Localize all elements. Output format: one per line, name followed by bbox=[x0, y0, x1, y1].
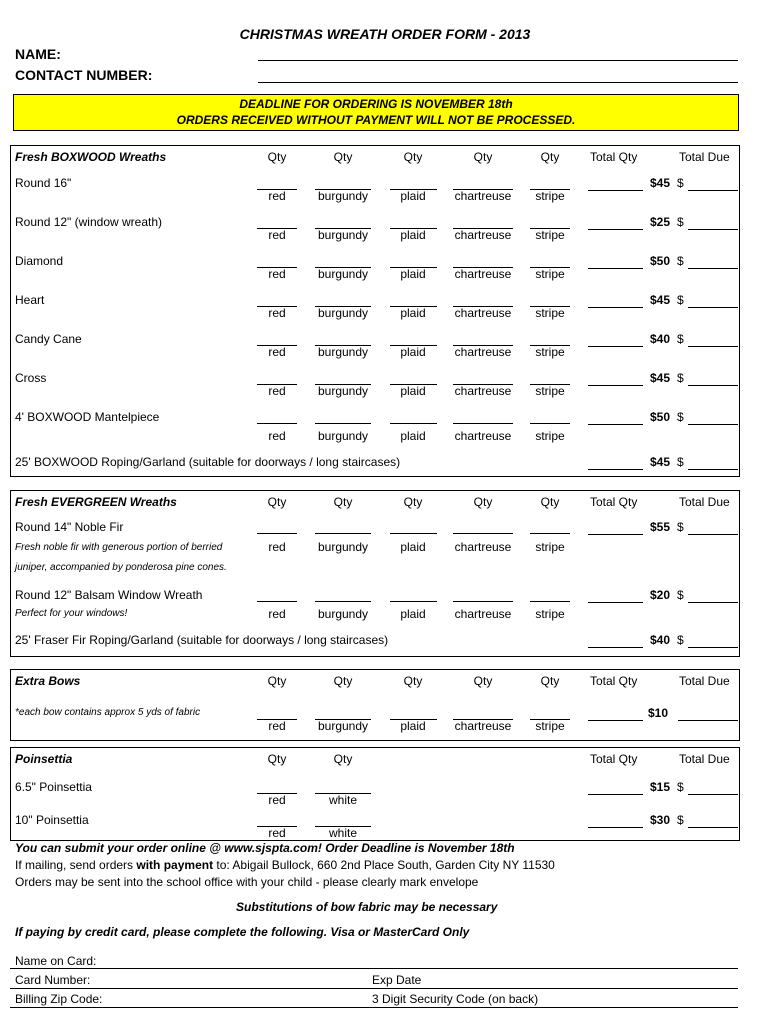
color-label-chartreuse: chartreuse bbox=[454, 607, 512, 621]
mail-prefix: If mailing, send orders bbox=[15, 858, 137, 872]
evergreen-section bbox=[10, 490, 740, 657]
color-label-plaid: plaid bbox=[400, 607, 426, 621]
color-label-plaid: plaid bbox=[400, 540, 426, 554]
total-qty-input[interactable] bbox=[588, 424, 643, 425]
boxwood-heading: Fresh BOXWOOD Wreaths bbox=[15, 150, 167, 164]
dollar-sign: $ bbox=[677, 813, 684, 827]
item-name: 4' BOXWOOD Mantelpiece bbox=[15, 410, 160, 424]
qty-input[interactable] bbox=[390, 533, 437, 534]
color-label-chartreuse: chartreuse bbox=[454, 267, 512, 281]
total-qty-input[interactable] bbox=[588, 827, 643, 828]
qty-header: Qty bbox=[267, 752, 287, 766]
color-label-red: red bbox=[268, 189, 286, 203]
price-label: $40 bbox=[649, 633, 670, 647]
color-label-burgundy: burgundy bbox=[317, 267, 369, 281]
online-note: You can submit your order online @ www.sjspta.com! Order Deadline is November 18th bbox=[15, 841, 515, 855]
color-label-chartreuse: chartreuse bbox=[454, 345, 512, 359]
qty-input[interactable] bbox=[453, 423, 513, 424]
item-name: Round 16" bbox=[15, 176, 72, 190]
item-name: 10" Poinsettia bbox=[15, 813, 89, 827]
qty-header: Qty bbox=[473, 150, 493, 164]
deadline-banner bbox=[13, 94, 739, 131]
credit-note: If paying by credit card, please complete the following. Visa or MasterCard Only bbox=[15, 925, 470, 939]
total-due-header: Total Due bbox=[679, 674, 730, 688]
substitution-note: Substitutions of bow fabric may be necessary bbox=[236, 900, 498, 914]
qty-input[interactable] bbox=[530, 601, 570, 602]
total-qty-input[interactable] bbox=[588, 647, 643, 648]
total-due-input[interactable] bbox=[688, 534, 738, 535]
price-label: $45 bbox=[649, 455, 670, 469]
item-name: Diamond bbox=[15, 254, 64, 268]
color-label-stripe: stripe bbox=[535, 306, 565, 320]
deadline-line-1: DEADLINE FOR ORDERING IS NOVEMBER 18th bbox=[239, 97, 513, 111]
price-label: $50 bbox=[649, 254, 670, 268]
evergreen-heading: Fresh EVERGREEN Wreaths bbox=[15, 495, 177, 509]
dollar-sign: $ bbox=[677, 455, 684, 469]
qty-header: Qty bbox=[540, 674, 560, 688]
color-label-red: red bbox=[268, 607, 286, 621]
dollar-sign: $ bbox=[677, 410, 684, 424]
qty-header: Qty bbox=[267, 150, 287, 164]
contact-field[interactable] bbox=[258, 82, 738, 83]
total-due-header: Total Due bbox=[679, 495, 730, 509]
color-label-white: white bbox=[328, 826, 357, 840]
qty-header: Qty bbox=[267, 495, 287, 509]
color-label-chartreuse: chartreuse bbox=[454, 384, 512, 398]
bows-heading: Extra Bows bbox=[15, 674, 81, 688]
color-label-stripe: stripe bbox=[535, 189, 565, 203]
color-label-red: red bbox=[268, 306, 286, 320]
color-label-stripe: stripe bbox=[535, 267, 565, 281]
total-due-input[interactable] bbox=[688, 307, 738, 308]
color-label-stripe: stripe bbox=[535, 384, 565, 398]
item-name: Heart bbox=[15, 293, 45, 307]
dollar-sign: $ bbox=[677, 520, 684, 534]
mail-note bbox=[15, 858, 555, 872]
item-description: Fresh noble fir with generous portion of berried bbox=[15, 542, 223, 553]
total-due-input[interactable] bbox=[678, 720, 738, 721]
color-label-chartreuse: chartreuse bbox=[454, 189, 512, 203]
poinsettia-heading: Poinsettia bbox=[15, 752, 73, 766]
color-label-burgundy: burgundy bbox=[317, 540, 369, 554]
color-label-stripe: stripe bbox=[535, 719, 565, 733]
total-due-header: Total Due bbox=[679, 150, 730, 164]
qty-input[interactable] bbox=[530, 423, 570, 424]
qty-header: Qty bbox=[403, 495, 423, 509]
total-due-input[interactable] bbox=[688, 469, 738, 470]
color-label-burgundy: burgundy bbox=[317, 719, 369, 733]
mail-bold: with payment bbox=[136, 858, 214, 872]
item-description: juniper, accompanied by ponderosa pine cones. bbox=[15, 562, 227, 573]
item-name: Round 14" Noble Fir bbox=[15, 520, 124, 534]
color-label-red: red bbox=[268, 267, 286, 281]
qty-header: Qty bbox=[333, 150, 353, 164]
color-label-burgundy: burgundy bbox=[317, 228, 369, 242]
total-due-input[interactable] bbox=[688, 602, 738, 603]
qty-header: Qty bbox=[540, 495, 560, 509]
item-name: Round 12" Balsam Window Wreath bbox=[15, 588, 203, 602]
bows-note: *each bow contains approx 5 yds of fabric bbox=[15, 707, 201, 718]
card-name-label: Name on Card: bbox=[15, 954, 97, 968]
price-label: $25 bbox=[649, 215, 670, 229]
color-label-stripe: stripe bbox=[535, 345, 565, 359]
exp-date-label: Exp Date bbox=[372, 973, 422, 987]
color-label-chartreuse: chartreuse bbox=[454, 719, 512, 733]
total-due-input[interactable] bbox=[688, 229, 738, 230]
dollar-sign: $ bbox=[677, 254, 684, 268]
price-label: $50 bbox=[649, 410, 670, 424]
color-label-stripe: stripe bbox=[535, 228, 565, 242]
total-due-input[interactable] bbox=[688, 268, 738, 269]
zip-label: Billing Zip Code: bbox=[15, 992, 103, 1006]
item-name: Round 12" (window wreath) bbox=[15, 215, 162, 229]
school-note: Orders may be sent into the school office with your child - please clearly mark envelope bbox=[15, 875, 479, 889]
qty-input[interactable] bbox=[530, 533, 570, 534]
color-label-red: red bbox=[268, 793, 286, 807]
color-label-chartreuse: chartreuse bbox=[454, 540, 512, 554]
color-label-red: red bbox=[268, 345, 286, 359]
color-label-plaid: plaid bbox=[400, 345, 426, 359]
qty-header: Qty bbox=[540, 150, 560, 164]
color-label-red: red bbox=[268, 384, 286, 398]
zip-field[interactable] bbox=[10, 1007, 738, 1008]
color-label-plaid: plaid bbox=[400, 189, 426, 203]
color-label-plaid: plaid bbox=[400, 719, 426, 733]
total-due-input[interactable] bbox=[688, 647, 738, 648]
color-label-stripe: stripe bbox=[535, 607, 565, 621]
dollar-sign: $ bbox=[677, 633, 684, 647]
price-label: $30 bbox=[649, 813, 670, 827]
contact-label: CONTACT NUMBER: bbox=[15, 67, 153, 83]
dollar-sign: $ bbox=[677, 215, 684, 229]
card-number-field[interactable] bbox=[10, 988, 738, 989]
color-label-burgundy: burgundy bbox=[317, 189, 369, 203]
qty-input[interactable] bbox=[315, 423, 371, 424]
qty-header: Qty bbox=[333, 495, 353, 509]
total-qty-input[interactable] bbox=[588, 190, 643, 191]
price-label: $45 bbox=[649, 293, 670, 307]
item-name: 25' BOXWOOD Roping/Garland (suitable for doorways / long staircases) bbox=[15, 455, 401, 469]
total-qty-input[interactable] bbox=[588, 307, 643, 308]
qty-input[interactable] bbox=[257, 423, 297, 424]
price-label: $15 bbox=[649, 780, 670, 794]
total-qty-input[interactable] bbox=[588, 720, 643, 721]
total-due-input[interactable] bbox=[688, 424, 738, 425]
color-label-plaid: plaid bbox=[400, 306, 426, 320]
name-field[interactable] bbox=[258, 60, 738, 61]
color-label-chartreuse: chartreuse bbox=[454, 228, 512, 242]
item-name: Candy Cane bbox=[15, 332, 82, 346]
total-due-header: Total Due bbox=[679, 752, 730, 766]
color-label-burgundy: burgundy bbox=[317, 306, 369, 320]
color-label-plaid: plaid bbox=[400, 384, 426, 398]
item-name: 6.5" Poinsettia bbox=[15, 780, 92, 794]
item-description: Perfect for your windows! bbox=[15, 608, 128, 619]
price-label: $55 bbox=[649, 520, 670, 534]
mail-suffix: to: Abigail Bullock, 660 2nd Place South, Garden City NY 11530 bbox=[213, 858, 555, 872]
total-qty-input[interactable] bbox=[588, 268, 643, 269]
price-label: $40 bbox=[649, 332, 670, 346]
total-qty-input[interactable] bbox=[588, 794, 643, 795]
total-due-input[interactable] bbox=[688, 827, 738, 828]
price-label: $10 bbox=[647, 706, 668, 720]
total-qty-header: Total Qty bbox=[590, 674, 638, 688]
color-label-white: white bbox=[328, 793, 357, 807]
color-label-red: red bbox=[268, 826, 286, 840]
total-due-input[interactable] bbox=[688, 794, 738, 795]
qty-input[interactable] bbox=[315, 533, 371, 534]
name-label: NAME: bbox=[15, 46, 61, 62]
price-label: $20 bbox=[649, 588, 670, 602]
color-label-red: red bbox=[268, 429, 286, 443]
qty-input[interactable] bbox=[390, 601, 437, 602]
color-label-red: red bbox=[268, 719, 286, 733]
qty-header: Qty bbox=[403, 674, 423, 688]
total-qty-input[interactable] bbox=[588, 346, 643, 347]
total-due-input[interactable] bbox=[688, 346, 738, 347]
color-label-stripe: stripe bbox=[535, 540, 565, 554]
total-qty-input[interactable] bbox=[588, 229, 643, 230]
color-label-plaid: plaid bbox=[400, 429, 426, 443]
qty-input[interactable] bbox=[453, 533, 513, 534]
qty-input[interactable] bbox=[453, 601, 513, 602]
dollar-sign: $ bbox=[677, 293, 684, 307]
color-label-burgundy: burgundy bbox=[317, 607, 369, 621]
qty-header: Qty bbox=[403, 150, 423, 164]
total-qty-header: Total Qty bbox=[590, 150, 638, 164]
qty-header: Qty bbox=[473, 495, 493, 509]
total-qty-input[interactable] bbox=[588, 385, 643, 386]
total-qty-header: Total Qty bbox=[590, 495, 638, 509]
qty-input[interactable] bbox=[257, 601, 297, 602]
price-label: $45 bbox=[649, 371, 670, 385]
color-label-plaid: plaid bbox=[400, 267, 426, 281]
total-due-input[interactable] bbox=[688, 190, 738, 191]
dollar-sign: $ bbox=[677, 332, 684, 346]
item-name: Cross bbox=[15, 371, 47, 385]
item-name: 25' Fraser Fir Roping/Garland (suitable for doorways / long staircases) bbox=[15, 633, 389, 647]
dollar-sign: $ bbox=[677, 780, 684, 794]
color-label-burgundy: burgundy bbox=[317, 345, 369, 359]
total-due-input[interactable] bbox=[688, 385, 738, 386]
dollar-sign: $ bbox=[677, 588, 684, 602]
color-label-red: red bbox=[268, 228, 286, 242]
total-qty-input[interactable] bbox=[588, 534, 643, 535]
color-label-burgundy: burgundy bbox=[317, 429, 369, 443]
color-label-burgundy: burgundy bbox=[317, 384, 369, 398]
deadline-line-2: ORDERS RECEIVED WITHOUT PAYMENT WILL NOT BE PROCESSED. bbox=[176, 113, 576, 127]
card-number-label: Card Number: bbox=[15, 973, 91, 987]
color-label-plaid: plaid bbox=[400, 228, 426, 242]
qty-input[interactable] bbox=[315, 601, 371, 602]
card-name-field[interactable] bbox=[10, 968, 738, 969]
total-qty-input[interactable] bbox=[588, 602, 643, 603]
total-qty-header: Total Qty bbox=[590, 752, 638, 766]
dollar-sign: $ bbox=[677, 371, 684, 385]
qty-header: Qty bbox=[473, 674, 493, 688]
color-label-stripe: stripe bbox=[535, 429, 565, 443]
qty-header: Qty bbox=[333, 674, 353, 688]
security-code-label: 3 Digit Security Code (on back) bbox=[372, 992, 539, 1006]
dollar-sign: $ bbox=[677, 176, 684, 190]
color-label-chartreuse: chartreuse bbox=[454, 429, 512, 443]
color-label-red: red bbox=[268, 540, 286, 554]
qty-header: Qty bbox=[333, 752, 353, 766]
page-title: CHRISTMAS WREATH ORDER FORM - 2013 bbox=[239, 26, 531, 42]
total-qty-input[interactable] bbox=[588, 469, 643, 470]
qty-input[interactable] bbox=[390, 423, 437, 424]
color-label-chartreuse: chartreuse bbox=[454, 306, 512, 320]
qty-input[interactable] bbox=[257, 533, 297, 534]
qty-header: Qty bbox=[267, 674, 287, 688]
price-label: $45 bbox=[649, 176, 670, 190]
